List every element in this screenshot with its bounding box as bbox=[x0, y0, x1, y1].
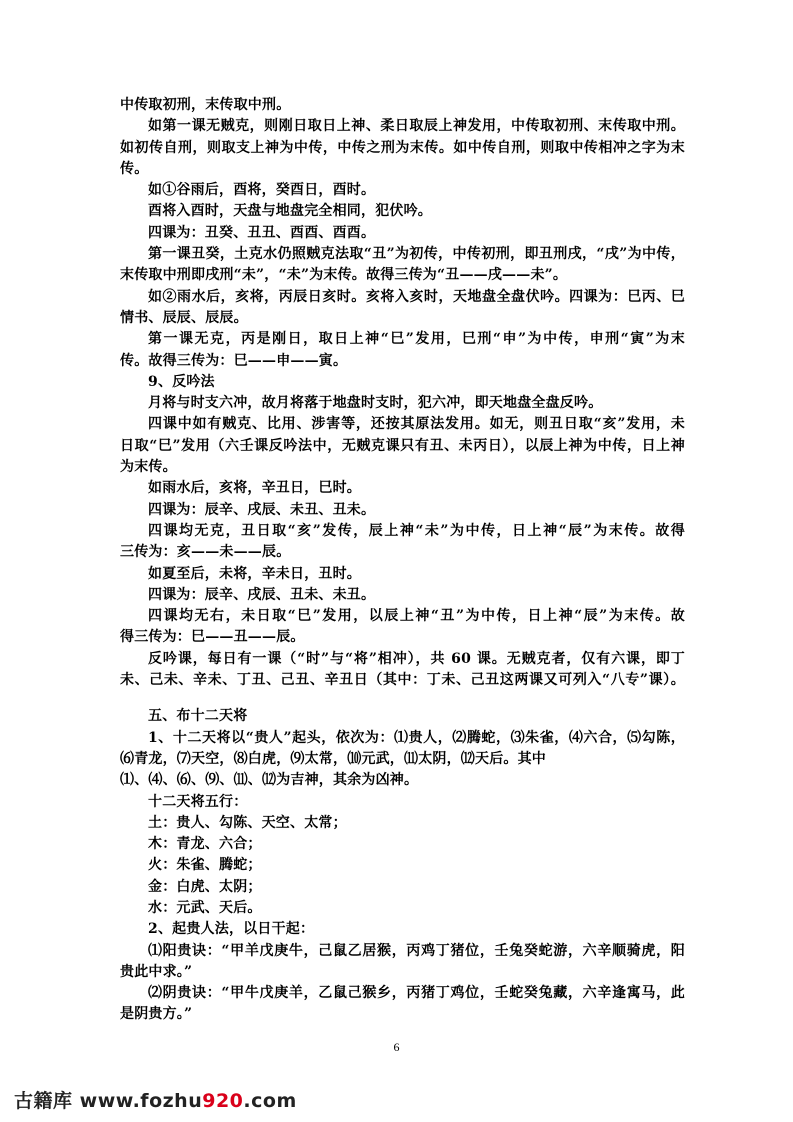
text-line: 四课中如有贼克、比用、涉害等，还按其原法发用。如无，则丑日取“亥”发用，未 bbox=[148, 416, 685, 433]
text-line: 传。 bbox=[120, 160, 149, 177]
footer-watermark bbox=[14, 1086, 297, 1113]
text-line: 未、己未、辛未、丁丑、己丑、辛丑日（其中：丁未、己丑这两课又可列入“八专”课）。 bbox=[120, 672, 685, 689]
text-line: 2、起贵人法，以日干起： bbox=[148, 921, 315, 938]
text-line: 四课为：辰辛、戌辰、丑未、未丑。 bbox=[148, 586, 376, 603]
text-line: 如初传自刑，则取支上神为中传，中传之刑为末传。如中传自刑，则取中传相冲之字为末 bbox=[120, 139, 685, 156]
text-line: 中传取初刑，末传取中刑。 bbox=[120, 97, 291, 113]
text-line: 四课均无右，未日取“巳”发用，以辰上神“丑”为中传，日上神“辰”为末传。故 bbox=[148, 608, 685, 625]
text-line: 末传取中刑即戌刑“未”，“未”为末传。故得三传为“丑——戌——未”。 bbox=[120, 267, 568, 284]
text-line: 四课均无克，丑日取“亥”发传，辰上神“未”为中传，日上神“辰”为末传。故得 bbox=[148, 522, 685, 539]
footer-url: www.fozhu920.com bbox=[79, 1090, 297, 1112]
text-line: ⑴阳贵诀：“甲羊戊庚牛，己鼠乙居猴，丙鸡丁猪位，壬兔癸蛇游，六辛顺骑虎，阳 bbox=[148, 942, 685, 959]
text-line: 反吟课，每日有一课（“时”与“将”相冲），共 60 课。无贼克者，仅有六课，即丁 bbox=[148, 650, 685, 667]
text-line: 酉将入酉时，天盘与地盘完全相同，犯伏吟。 bbox=[148, 203, 432, 220]
text-line: 日取“巳”发用（六壬课反吟法中，无贼克课只有丑、未丙日），以辰上神为中传，日上神 bbox=[120, 437, 685, 454]
text-line: 为末传。 bbox=[120, 459, 177, 476]
text-line: 四课为：丑癸、丑丑、酉酉、酉酉。 bbox=[148, 224, 376, 241]
text-line: ⑹青龙，⑺天空，⑻白虎，⑼太常，⑽元武，⑾太阴，⑿天后。其中 bbox=[120, 750, 546, 767]
text-line: 如①谷雨后，酉将，癸酉日，酉时。 bbox=[148, 182, 376, 199]
text-line: 如②雨水后，亥将，丙辰日亥时。亥将入亥时，天地盘全盘伏吟。四课为：巳丙、巳 bbox=[148, 288, 685, 305]
text-line: 是阴贵方。” bbox=[120, 1006, 193, 1023]
text-line: 月将与时支六冲，故月将落于地盘时支时，犯六冲，即天地盘全盘反吟。 bbox=[148, 395, 603, 412]
text-line: 9、反吟法 bbox=[148, 373, 215, 390]
text-line: 水：元武、天后。 bbox=[148, 899, 262, 916]
text-line: 金：白虎、太阴； bbox=[148, 878, 262, 895]
text-line: ⑴、⑷、⑹、⑼、⑾、⑿为吉神，其余为凶神。 bbox=[120, 772, 419, 789]
text-line: 贵此中求。” bbox=[120, 963, 193, 980]
text-line: 土：贵人、勾陈、天空、太常； bbox=[148, 814, 347, 831]
text-line: 如第一课无贼克，则刚日取日上神、柔日取辰上神发用，中传取初刑、末传取中刑。 bbox=[148, 118, 685, 135]
text-line: 第一课无克，丙是刚日，取日上神“巳”发用，巳刑“申”为中传，申刑“寅”为末 bbox=[148, 331, 685, 348]
text-line: 传。故得三传为：巳——申——寅。 bbox=[120, 352, 348, 369]
text-line: 如雨水后，亥将，辛丑日，巳时。 bbox=[148, 480, 361, 497]
page-number: 6 bbox=[393, 1040, 400, 1054]
text-line: 火：朱雀、腾蛇； bbox=[148, 857, 262, 874]
text-line: 木：青龙、六合； bbox=[148, 836, 262, 853]
paragraph-gap bbox=[120, 691, 685, 706]
text-line: 五、布十二天将 bbox=[148, 708, 248, 725]
text-line: ⑵阴贵诀：“甲牛戊庚羊，乙鼠己猴乡，丙猪丁鸡位，壬蛇癸兔藏，六辛逢寓马，此 bbox=[148, 985, 685, 1002]
text-line: 得三传为：巳——丑——辰。 bbox=[120, 629, 305, 646]
text-line: 三传为：亥——未——辰。 bbox=[120, 544, 291, 561]
text-line: 十二天将五行： bbox=[148, 793, 248, 810]
text-line: 四课为：辰辛、戌辰、未丑、丑未。 bbox=[148, 501, 376, 518]
footer-site-name: 古籍库 bbox=[14, 1090, 73, 1112]
body-text bbox=[120, 95, 685, 1026]
text-line: 如夏至后，未将，辛未日，丑时。 bbox=[148, 565, 361, 582]
text-line: 情书、辰辰、辰辰。 bbox=[120, 309, 248, 326]
text-line: 1、十二天将以“贵人”起头，依次为：⑴贵人，⑵腾蛇，⑶朱雀，⑷六合，⑸勾陈， bbox=[148, 729, 685, 746]
text-line: 第一课丑癸，土克水仍照贼克法取“丑”为初传，中传初刑，即丑刑戌，“戌”为中传， bbox=[148, 246, 685, 263]
